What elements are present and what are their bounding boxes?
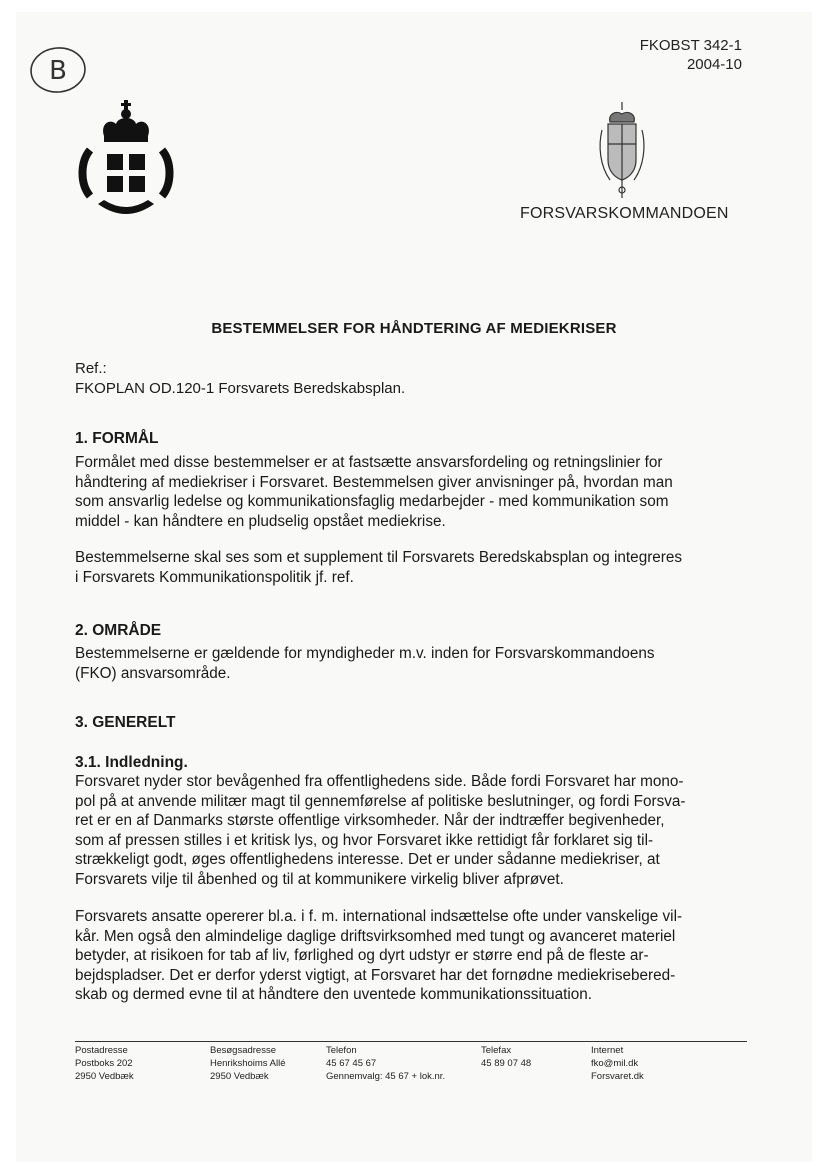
footer-value: Gennemvalg: 45 67 + lok.nr.	[326, 1071, 446, 1082]
text-line: i Forsvarets Kommunikationspolitik jf. ref.	[75, 568, 354, 586]
text-line: pol på at anvende militær magt til gennemførelse af politiske beslutninger, og fordi Forsva-	[75, 792, 686, 810]
text-line: Bestemmelserne er gældende for myndigheder m.v. inden for Forsvarskommandoens	[75, 645, 655, 662]
footer-internet	[591, 1044, 644, 1083]
footer-postal-address	[75, 1044, 134, 1083]
footer-label: Postadresse	[75, 1045, 128, 1056]
footer-label: Besøgsadresse	[210, 1045, 277, 1056]
document-date: 2004-10	[686, 56, 742, 73]
text-line: ret er en af Danmarks største offentlige virksomheder. Når der indtræffer begivenheder,	[75, 812, 665, 830]
text-line: Bestemmelserne skal ses som et supplement til Forsvarets Beredskabsplan og integreres	[75, 549, 683, 566]
text-line: Formålet med disse bestemmelser er at fastsætte ansvarsfordeling og retningslinier for	[75, 454, 663, 471]
footer-label: Telefax	[481, 1045, 512, 1056]
text-line: betyder, at risikoen for tab af liv, førlighed og dyrt udstyr er større end på de fleste ar-	[75, 947, 649, 965]
text-line: (FKO) ansvarsområde.	[75, 664, 231, 682]
handwritten-b-text: B	[49, 56, 67, 86]
section-3-paragraph-2	[75, 907, 755, 1005]
text-line: Forsvarets vilje til åbenhed og til at kommunikere virkelig bliver afprøvet.	[75, 870, 564, 888]
document-code: FKOBST 342-1	[639, 37, 742, 54]
handwritten-b-mark	[28, 44, 88, 96]
footer-value: Henrikshoims Allé	[210, 1058, 286, 1069]
reference-text: FKOPLAN OD.120-1 Forsvarets Beredskabsplan.	[75, 380, 406, 397]
footer-value: 45 67 45 67	[326, 1058, 377, 1069]
section-3-paragraph-1	[75, 772, 755, 890]
footer-website-link[interactable]: Forsvaret.dk	[591, 1071, 644, 1082]
footer-divider	[75, 1041, 747, 1042]
text-line: skab og dermed evne til at håndtere den uventede kommunikationssituation.	[75, 986, 593, 1004]
text-line: Forsvarets ansatte opererer bl.a. i f. m. international indsættelse ofte under vanskelige vil-	[75, 908, 683, 925]
coat-of-arms-logo	[594, 100, 650, 200]
text-line: som ansvarlig ledelse og kommunikationsfaglig medarbejder - med kommunikation som	[75, 493, 669, 511]
text-line: Forsvaret nyder stor bevågenhed fra offentlighedens side. Både fordi Forsvaret har mono-	[75, 773, 684, 790]
document-code-block	[640, 36, 742, 74]
reference-label: Ref.:	[75, 360, 107, 377]
section-3-1-heading: 3.1. Indledning.	[75, 754, 188, 771]
defence-emblem-logo	[76, 100, 176, 216]
section-1-heading: 1. FORMÅL	[75, 430, 159, 447]
organization-name: FORSVARSKOMMANDOEN	[520, 205, 729, 222]
footer-value: 45 89 07 48	[481, 1058, 532, 1069]
footer-value: Postboks 202	[75, 1058, 133, 1069]
footer-value: 2950 Vedbæk	[210, 1071, 269, 1082]
text-line: strækkeligt godt, øges offentlighedens interesse. Det er under sådanne mediekriser, at	[75, 851, 660, 869]
section-2-paragraph-1	[75, 644, 755, 683]
text-line: middel - kan håndtere en pludselig opstået mediekrise.	[75, 512, 446, 530]
section-2-heading: 2. OMRÅDE	[75, 622, 162, 639]
footer-label: Telefon	[326, 1045, 357, 1056]
text-line: håndtering af mediekriser i Forsvaret. Bestemmelsen giver anvisninger på, hvordan man	[75, 473, 673, 491]
footer-telefax	[481, 1044, 531, 1070]
text-line: kår. Men også den almindelige daglige driftsvirksomhed med tungt og avanceret materiel	[75, 927, 676, 945]
text-line: bejdspladser. Det er derfor yderst vigtigt, at Forsvaret har det fornødne mediekrisebered-	[75, 966, 676, 984]
footer-value: 2950 Vedbæk	[75, 1071, 134, 1082]
document-title: BESTEMMELSER FOR HÅNDTERING AF MEDIEKRISER	[211, 320, 617, 337]
footer-label: Internet	[591, 1045, 624, 1056]
footer-email-link[interactable]: fko@mil.dk	[591, 1058, 639, 1069]
footer-telephone	[326, 1044, 445, 1083]
text-line: som af pressen stilles i et kritisk lys, og hvor Forsvaret ikke rettidigt får forklaret sig til-	[75, 831, 654, 849]
section-3-heading: 3. GENERELT	[75, 714, 176, 731]
footer-visiting-address	[210, 1044, 286, 1083]
section-1-paragraph-1	[75, 453, 755, 531]
section-1-paragraph-2	[75, 548, 755, 587]
